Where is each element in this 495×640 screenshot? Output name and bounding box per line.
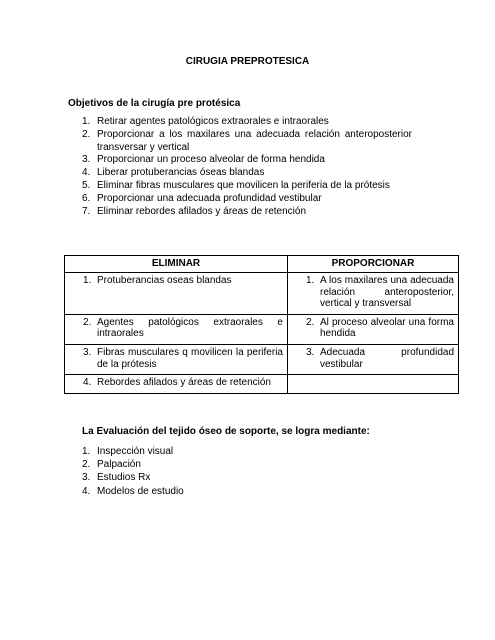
- table-cell: [65, 273, 288, 315]
- item-number: 7.: [82, 205, 91, 217]
- list-item: [82, 193, 412, 206]
- header-proporcionar: PROPORCIONAR: [288, 256, 459, 273]
- item-text: Inspección visual: [97, 446, 174, 457]
- list-item: [82, 485, 184, 498]
- objectives-heading: Objetivos de la cirugía pre protésica: [68, 98, 241, 109]
- item-text: Modelos de estudio: [97, 485, 184, 497]
- list-item: [82, 154, 412, 167]
- item-text: Eliminar fibras musculares que movilicen la periferia de la prótesis: [97, 179, 390, 191]
- objectives-list: [82, 116, 412, 218]
- item-number: 1.: [82, 446, 91, 457]
- table-cell: [65, 344, 288, 374]
- comparison-table: [64, 255, 459, 394]
- item-number: 1.: [306, 275, 315, 286]
- item-text: Proporcionar a los maxilares una adecuada relación anteroposterior transversar y vertical: [97, 128, 412, 153]
- page-title: CIRUGIA PREPROTESICA: [185, 56, 310, 67]
- list-item: [82, 180, 412, 193]
- list-item: [82, 206, 412, 219]
- item-number: 4.: [82, 167, 91, 179]
- item-number: 1.: [83, 275, 92, 286]
- item-number: 1.: [82, 116, 91, 127]
- table-cell: [288, 344, 459, 374]
- table-cell: [288, 273, 459, 315]
- item-number: 2.: [306, 316, 315, 328]
- item-number: 2.: [82, 459, 91, 471]
- evaluation-list: [82, 445, 184, 498]
- evaluation-heading: La Evaluación del tejido óseo de soporte, se logra mediante:: [82, 426, 370, 437]
- item-number: 3.: [83, 346, 92, 358]
- list-item: [82, 129, 412, 155]
- table-row: [65, 344, 459, 374]
- item-text: Eliminar rebordes afilados y áreas de retención: [97, 205, 306, 217]
- item-number: 3.: [82, 154, 91, 166]
- item-number: 3.: [306, 346, 315, 358]
- table-row: [65, 375, 459, 394]
- list-item: [82, 116, 412, 129]
- table-cell: [65, 375, 288, 394]
- item-text: Fibras musculares q movilicen la periferia de la prótesis: [97, 346, 283, 370]
- item-text: Proporcionar un proceso alveolar de forma hendida: [97, 154, 325, 166]
- item-text: A los maxilares una adecuada relación anteroposterior, vertical y transversal: [320, 275, 454, 310]
- table-cell: [65, 314, 288, 344]
- item-number: 6.: [82, 192, 91, 204]
- table-header-row: [65, 256, 459, 273]
- item-number: 4.: [83, 377, 92, 389]
- item-text: Adecuada profundidad vestibular: [320, 346, 454, 370]
- item-text: Palpación: [97, 459, 141, 471]
- list-item: [82, 458, 184, 471]
- header-eliminar: ELIMINAR: [65, 256, 288, 273]
- item-text: Liberar protuberancias óseas blandas: [97, 167, 265, 179]
- item-text: Proporcionar una adecuada profundidad vestibular: [97, 192, 322, 204]
- list-item: [82, 471, 184, 484]
- list-item: [82, 445, 184, 458]
- item-text: Estudios Rx: [97, 472, 151, 484]
- table-cell-empty: [288, 375, 459, 394]
- item-text: Rebordes afilados y áreas de retención: [97, 377, 271, 389]
- item-number: 3.: [82, 472, 91, 484]
- table-row: [65, 314, 459, 344]
- item-text: Al proceso alveolar una forma hendida: [320, 316, 454, 340]
- table-cell: [288, 314, 459, 344]
- table-row: [65, 273, 459, 315]
- item-text: Protuberancias oseas blandas: [97, 275, 232, 286]
- item-number: 2.: [82, 128, 91, 140]
- item-number: 4.: [82, 485, 91, 497]
- list-item: [82, 167, 412, 180]
- item-text: Agentes patológicos extraorales e intraorales: [97, 316, 283, 340]
- item-text: Retirar agentes patológicos extraorales e intraorales: [97, 116, 329, 127]
- item-number: 5.: [82, 179, 91, 191]
- item-number: 2.: [83, 316, 92, 328]
